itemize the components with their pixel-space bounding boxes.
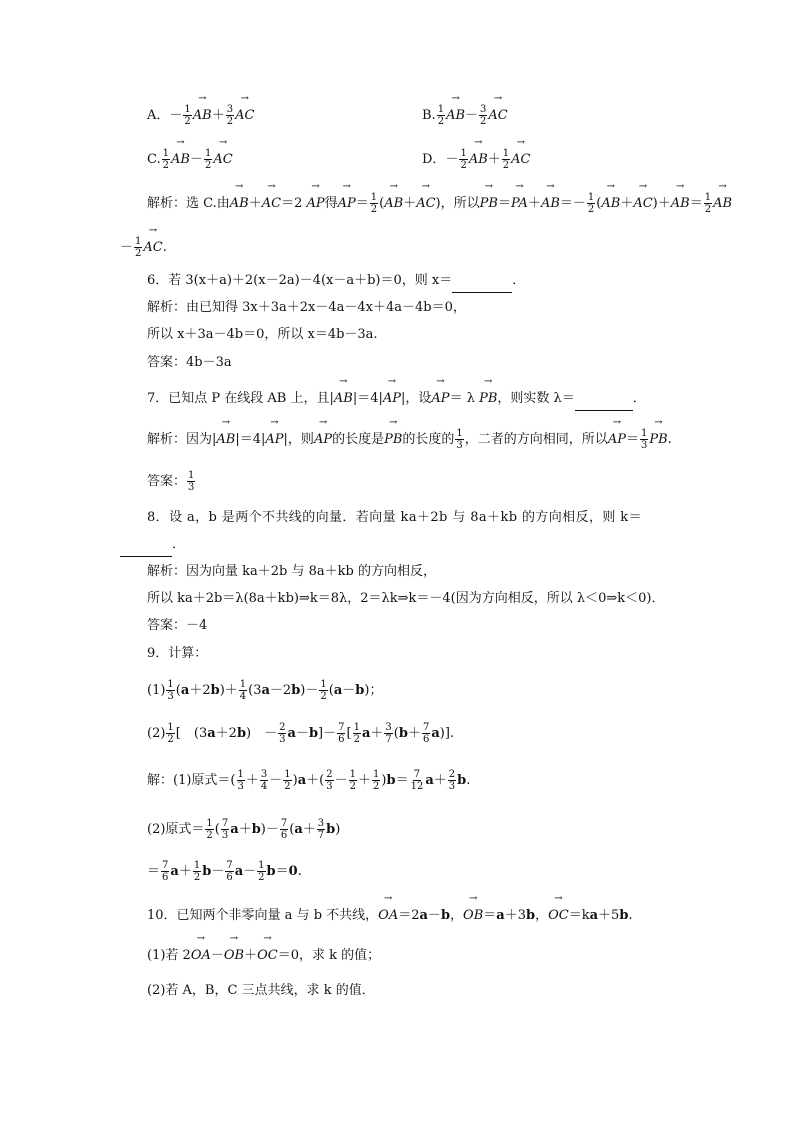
q7-solution: 解析：因为|→ AB|＝4|→ AP|，则→ AP的长度是→ PB的长度的 $\frac{1}{3}$ ，二者的方向相同，所以→ AP＝ $\frac{1}{3}$ → PB.: [147, 428, 672, 451]
q6-sol1: 解析：由已知得 3x＋3a＋2x－4a－4x＋4a－4b＝0，: [147, 300, 466, 315]
q9-solution1: 解：(1)原式＝( $\frac{1}{3}$ ＋ $\frac{3}{4}$ － $\frac{1}{2}$ )a＋( $\frac{2}{3}$ － $\frac{1}{2}$ ＋ $\frac{1}{2}$ )b＝ $\frac{7}{12}$ a＋ $\frac{2}{3}$ b.: [147, 769, 471, 792]
q9-solution2-cont: ＝ $\frac{7}{6}$ a＋ $\frac{1}{2}$ b－ $\frac{7}{6}$ a－ $\frac{1}{2}$ b＝0.: [147, 860, 302, 883]
q7-stem: 7．已知点 P 在线段 AB 上，且|→ AB|＝4|→ AP|，设→ AP＝ λ → PB，则实数 λ＝ ．: [147, 388, 646, 411]
q6-answer: 答案：4b－3a: [147, 355, 232, 370]
q5-solution-cont: － $\frac{1}{2}$ → AC.: [120, 236, 167, 259]
option-c: C. $\frac{1}{2}$ → AB－ $\frac{1}{2}$ → AC: [147, 148, 233, 171]
q10-stem: 10．已知两个非零向量 a 与 b 不共线，→ OA＝2a－b，→ OB＝a＋3b，→ OC＝ka＋5b.: [147, 905, 633, 927]
q9-solution2: (2)原式＝ $\frac{1}{2}$ ( $\frac{7}{3}$ a＋b)－ $\frac{7}{6}$ (a＋ $\frac{3}{7}$ b): [147, 818, 341, 841]
option-b: B. $\frac{1}{2}$ → AB－ $\frac{3}{2}$ → AC: [422, 104, 508, 127]
q7-answer: 答案： $\frac{1}{3}$: [147, 470, 195, 493]
option-d: D．－ $\frac{1}{2}$ → AB＋ $\frac{1}{2}$ → AC: [422, 148, 531, 171]
q8-sol1: 解析：因为向量 ka＋2b 与 8a＋kb 的方向相反，: [147, 564, 436, 579]
q9-stem: 9．计算：: [147, 646, 208, 661]
q9-part1: (1) $\frac{1}{3}$ (a＋2b)＋ $\frac{1}{4}$ (3a－2b)－ $\frac{1}{2}$ (a－b)；: [147, 679, 383, 702]
option-a: A．－ $\frac{1}{2}$ → AB＋ $\frac{3}{2}$ → AC: [147, 104, 254, 127]
q6-stem: 6．若 3(x＋a)＋2(x－2a)－4(x－a＋b)＝0，则 x＝ ．: [147, 270, 525, 293]
q8-answer: 答案：－4: [147, 618, 208, 633]
q6-sol2: 所以 x＋3a－4b＝0，所以 x＝4b－3a.: [147, 327, 378, 342]
q5-solution: 解析：选 C.由→ AB＋→ AC＝2 → AP得→ AP＝ $\frac{1}{2}$ (→ AB＋→ AC)，所以→ PB＝→ PA＋→ AB＝－ $\frac{1}{2}$ (→ AB＋→ AC)＋→ AB＝ $\frac{1}{2}$ → AB: [147, 192, 732, 215]
q8-blank: ．: [120, 534, 185, 557]
q8-stem: 8．设 a，b 是两个不共线的向量．若向量 ka＋2b 与 8a＋kb 的方向相反，则 k＝: [147, 510, 642, 525]
q10-part1: (1)若 2→ OA－→ OB＋→ OC＝0，求 k 的值；: [147, 945, 380, 967]
q9-part2: (2) $\frac{1}{2}$ [ (3a＋2b) － $\frac{2}{3}$ a－b]－ $\frac{7}{6}$ [ $\frac{1}{2}$ a＋ $\frac{3}{7}$ (b＋ $\frac{7}{6}$ a)].: [147, 722, 455, 745]
q10-part2: (2)若 A，B，C 三点共线，求 k 的值．: [147, 983, 375, 998]
q8-sol2: 所以 ka＋2b＝λ(8a＋kb)⇒k＝8λ，2＝λk⇒k＝－4(因为方向相反，所以 λ＜0⇒k＜0)．: [147, 591, 665, 606]
